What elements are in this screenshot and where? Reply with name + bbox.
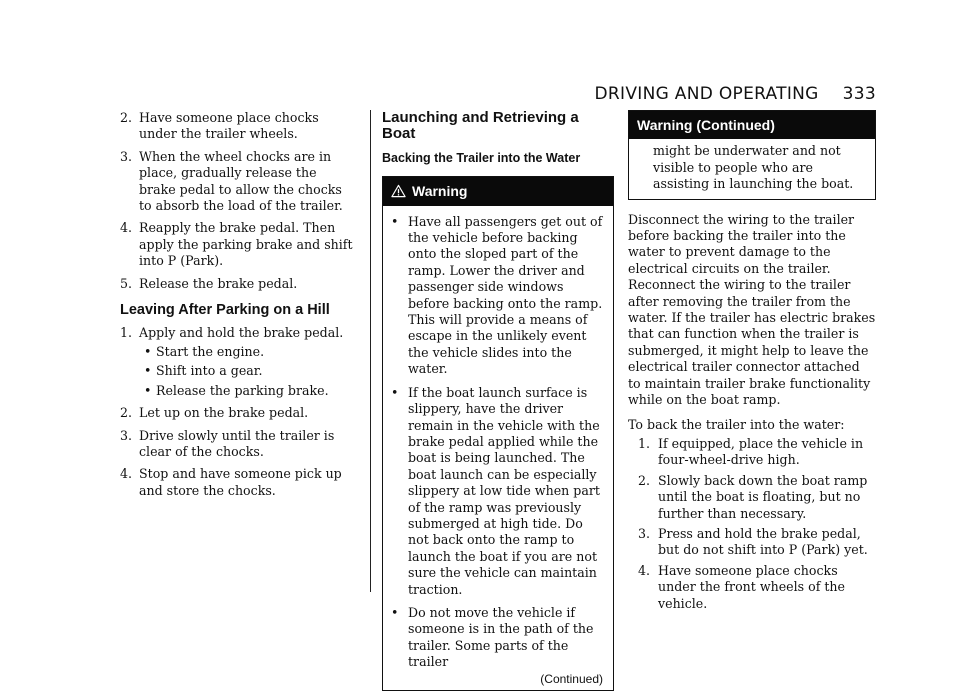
bullet-item: • Shift into a gear.: [144, 363, 263, 379]
intro-text: To back the trailer into the water:: [628, 416, 845, 432]
bullet-icon: •: [391, 604, 399, 620]
subsection-heading: Backing the Trailer into the Water: [382, 150, 581, 165]
warning-body: might be underwater and not visible to people who are assisting in launching the boat.: [653, 143, 854, 192]
bullet-item: • Have all passengers get out of the vehicle before backing onto the sloped part of the ramp. Lower the driver and passenger side windows before backing onto the ramp. This will provide a means of escape in the unlikely event the vehicle slides into the water.: [391, 213, 603, 377]
list-item: 4. Stop and have someone pick up and store the chocks.: [120, 466, 342, 498]
warning-box: [382, 176, 614, 690]
warning-bullet-list: [391, 214, 603, 671]
column-2: [382, 110, 614, 691]
steps-list: [628, 436, 876, 612]
list-item: 5. Release the brake pedal.: [120, 275, 298, 291]
bullet-item: • If the boat launch surface is slippery, have the driver remain in the vehicle with the brake pedal applied while the boat is being launched. The boat launch can be especially slippery at low tide when part of the ramp was previously submerged at high tide. Do not back onto the ramp to launch the boat if you are not sure the vehicle can maintain traction.: [391, 384, 600, 597]
warning-header: [629, 111, 875, 139]
list-item: 1. Apply and hold the brake pedal. • Start the engine. • Shift into a gear. • Release the parking brake.: [120, 325, 356, 399]
section-heading: Launching and Retrieving a Boat: [382, 109, 579, 143]
section-title: DRIVING AND OPERATING: [594, 84, 819, 104]
column-1: [120, 110, 356, 505]
list-item: 1. If equipped, place the vehicle in four-wheel-drive high.: [638, 435, 864, 468]
list-item: 2. Have someone place chocks under the trailer wheels.: [120, 110, 319, 142]
bullet-item: • Do not move the vehicle if someone is in the path of the trailer. Some parts of the trailer: [391, 604, 594, 670]
list-item: 2. Slowly back down the boat ramp until the boat is floating, but no further than necessary.: [638, 472, 868, 521]
steps-list-a: [120, 110, 356, 292]
bullet-icon: •: [391, 213, 399, 229]
list-item: 3. Drive slowly until the trailer is clear of the chocks.: [120, 427, 335, 459]
bullet-icon: •: [391, 384, 399, 400]
list-item: 4. Have someone place chocks under the front wheels of the vehicle.: [638, 562, 845, 611]
bullet-icon: •: [144, 382, 152, 398]
list-item: 3. Press and hold the brake pedal, but do not shift into P (Park) yet.: [638, 525, 868, 558]
continued-label: (Continued): [540, 671, 603, 686]
warning-title: Warning (Continued): [637, 117, 775, 133]
warning-box-continued: [628, 110, 876, 200]
bullet-icon: •: [144, 343, 152, 359]
section-heading: Leaving After Parking on a Hill: [120, 302, 330, 319]
column-3: [628, 110, 876, 616]
list-item: 2. Let up on the brake pedal.: [120, 405, 309, 421]
warning-title: Warning: [412, 183, 468, 200]
bullet-icon: •: [144, 363, 152, 379]
bullet-item: • Release the parking brake.: [144, 382, 329, 398]
steps-list-b: [120, 325, 356, 499]
bullet-item: • Start the engine.: [144, 343, 265, 359]
page-header: [560, 84, 876, 104]
warning-body: [383, 206, 613, 690]
bullet-list: [139, 344, 356, 399]
page-number: 333: [842, 84, 876, 104]
list-item: 3. When the wheel chocks are in place, gradually release the brake pedal to allow the chocks to absorb the load of the trailer.: [120, 148, 343, 214]
warning-triangle-icon: [391, 184, 406, 198]
column-divider: [370, 110, 371, 592]
list-item: 4. Reapply the brake pedal. Then apply the parking brake and shift into P (Park).: [120, 220, 353, 269]
warning-header: [383, 177, 613, 205]
body-paragraph: Disconnect the wiring to the trailer before backing the trailer into the water to prevent damage to the electrical circuits on the trailer. Reconnect the wiring to the trailer after removing the trailer from the water. If the trailer has electric brakes that can function when the trailer is submerged, it might help to leave the electrical trailer connector attached to maintain trailer brake functionality while on the boat ramp.: [628, 211, 876, 408]
